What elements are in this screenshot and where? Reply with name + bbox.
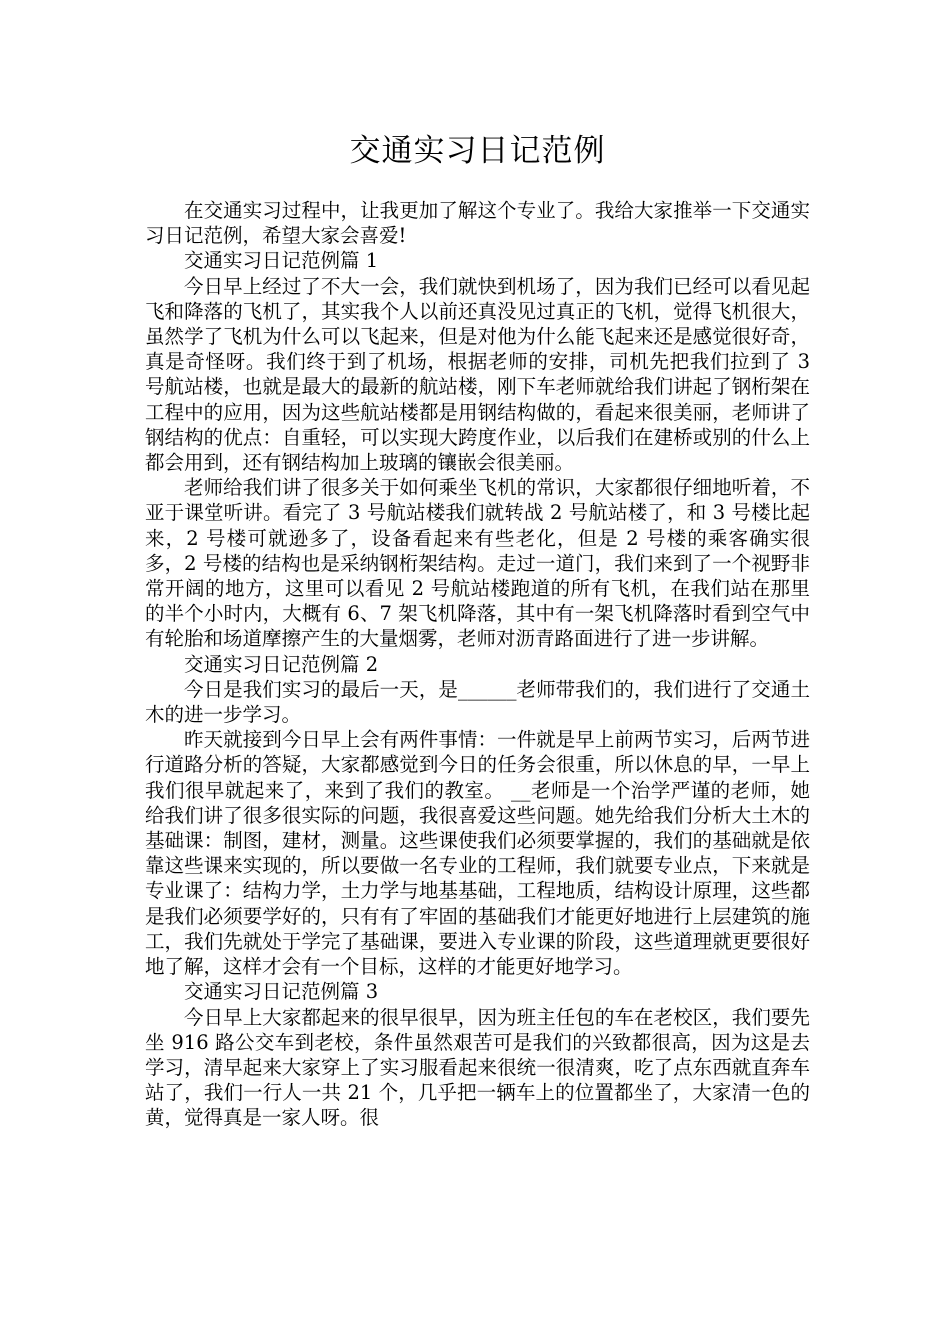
intro-paragraph: 在交通实习过程中，让我更加了解这个专业了。我给大家推举一下交通实习日记范例，希望大家会喜爱! [145,199,810,248]
section-2-paragraph-1: 今日是我们实习的最后一天，是______老师带我们的，我们进行了交通土木的进一步学习。 [145,677,810,727]
section-1-paragraph-1: 今日早上经过了不大一会，我们就快到机场了，因为我们已经可以看见起飞和降落的飞机了，其实我个人以前还真没见过真正的飞机，觉得飞机很大，虽然学了飞机为什么可以飞起来，但是对他为什么能飞起来还是感觉很好奇，真是奇怪呀。我们终于到了机场，根据老师的安排，司机先把我们拉到了 3 号航站楼，也就是最大的最新的航站楼，刚下车老师就给我们讲起了钢桁架在工程中的应用，因为这些航站楼都是用钢结构做的，看起来很美丽，老师讲了钢结构的优点：自重轻，可以实现大跨度作业，以后我们在建桥或别的什么上都会用到，还有钢结构加上玻璃的镶嵌会很美丽。 [145,274,810,475]
section-1-paragraph-2: 老师给我们讲了很多关于如何乘坐飞机的常识，大家都很仔细地听着，不亚于课堂听讲。看完了 3 号航站楼我们就转战 2 号航站楼了，和 3 号楼比起来，2 号楼可就逊多了，设备看起来有些老化，但是 2 号楼的乘客确实很多，2 号楼的结构也是采纳钢桁架结构。走过一道门，我们来到了一个视野非常开阔的地方，这里可以看见 2 号航站楼跑道的所有飞机，在我们站在那里的半个小时内，大概有 6、7 架飞机降落，其中有一架飞机降落时看到空气中有轮胎和场道摩擦产生的大量烟雾，老师对沥青路面进行了进一步讲解。 [145,476,810,651]
section-heading-2: 交通实习日记范例篇 2 [184,652,379,676]
document-body [145,198,810,1131]
section-heading-3: 交通实习日记范例篇 3 [184,980,379,1004]
document-title: 交通实习日记范例 [349,133,606,169]
document-page [145,0,810,1131]
section-heading-1: 交通实习日记范例篇 1 [184,249,379,273]
section-3-paragraph-1: 今日早上大家都起来的很早很早，因为班主任包的车在老校区，我们要先坐 916 路公交车到老校，条件虽然艰苦可是我们的兴致都很高，因为这是去学习，清早起来大家穿上了实习服看起来很统一很清爽，吃了点东西就直奔车站了，我们一行人一共 21 个，几乎把一辆车上的位置都坐了，大家清一色的黄，觉得真是一家人呀。很 [145,1005,810,1130]
section-2-paragraph-2: 昨天就接到今日早上会有两件事情：一件就是早上前两节实习，后两节进行道路分析的答疑，大家都感觉到今日的任务会很重，所以休息的早，一早上我们很早就起来了，来到了我们的教室。 __老师是一个治学严谨的老师，她给我们讲了很多很实际的问题，我很喜爱这些问题。她先给我们分析大土木的基础课：制图，建材，测量。这些课使我们必须要掌握的，我们的基础就是依靠这些课来实现的，所以要做一名专业的工程师，我们就要专业点，下来就是专业课了：结构力学，土力学与地基基础，工程地质，结构设计原理，这些都是我们必须要学好的，只有有了牢固的基础我们才能更好地进行上层建筑的施工，我们先就处于学完了基础课，要进入专业课的阶段，这些道理就更要很好地了解，这样才会有一个目标，这样的才能更好地学习。 [145,728,810,979]
